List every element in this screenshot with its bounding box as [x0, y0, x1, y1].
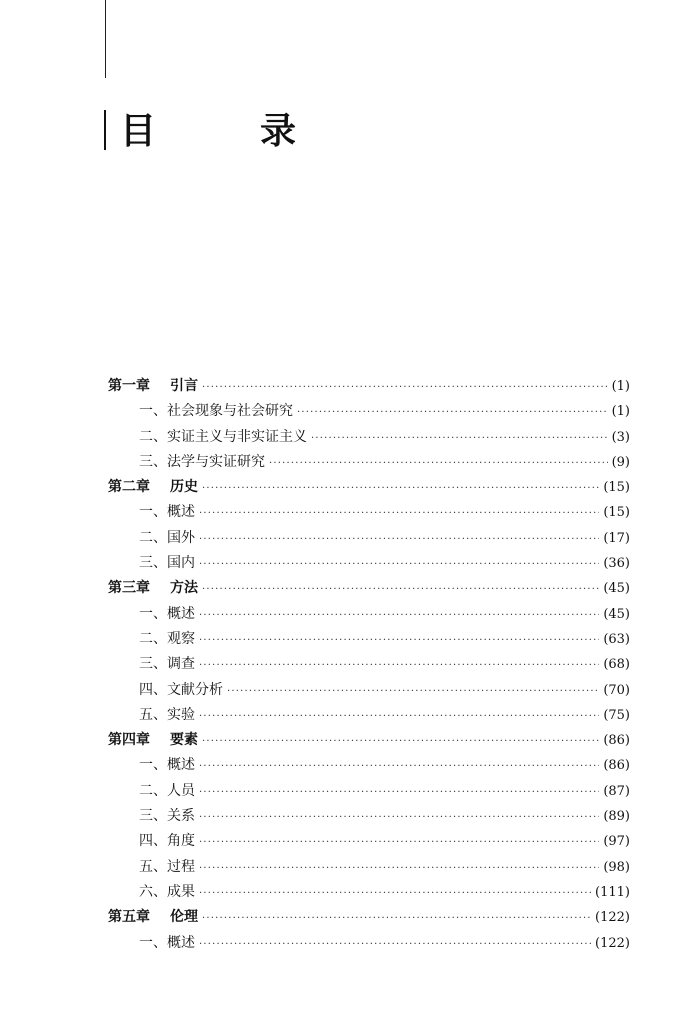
toc-section-row[interactable]	[108, 703, 630, 728]
toc-entry-label	[108, 678, 223, 703]
chapter-number: 第二章	[108, 479, 150, 496]
toc-page-number: (89)	[603, 809, 630, 825]
toc-section-row[interactable]	[108, 551, 630, 576]
toc-section-row[interactable]	[108, 829, 630, 854]
dot-leader	[202, 577, 599, 602]
toc-page-number: (97)	[603, 834, 630, 850]
dot-leader	[199, 805, 599, 830]
dot-leader	[199, 754, 599, 779]
toc-chapter-row[interactable]	[108, 905, 630, 930]
dot-leader	[199, 527, 599, 552]
toc-entry-label	[108, 526, 195, 551]
toc-entry-label	[108, 551, 195, 576]
dot-leader	[199, 501, 599, 526]
page-title: 目 录	[120, 110, 331, 152]
toc-page-number: (87)	[603, 783, 630, 799]
dot-leader	[199, 704, 599, 729]
toc-page-number: (86)	[603, 733, 630, 749]
vertical-rule-title	[104, 110, 106, 150]
toc-chapter-row[interactable]	[108, 576, 630, 601]
toc-entry-title: 五、过程	[139, 858, 195, 875]
toc-page-number: (122)	[595, 910, 630, 926]
dot-leader	[199, 881, 591, 906]
dot-leader	[199, 603, 599, 628]
dot-leader	[199, 628, 599, 653]
toc-page-number: (17)	[603, 530, 630, 546]
toc-entry-title: 一、概述	[139, 605, 195, 622]
dot-leader	[297, 400, 608, 425]
toc-section-row[interactable]	[108, 880, 630, 905]
toc-entry-title: 二、国外	[139, 529, 195, 546]
dot-leader	[227, 679, 599, 704]
toc-entry-title: 伦理	[170, 909, 198, 926]
toc-page-number: (15)	[603, 505, 630, 521]
toc-page-number: (86)	[603, 758, 630, 774]
dot-leader	[202, 476, 599, 501]
dot-leader	[269, 451, 608, 476]
toc-page-number: (45)	[603, 581, 630, 597]
toc-entry-label	[108, 500, 195, 525]
toc-entry-label	[108, 829, 195, 854]
toc-entry-label	[108, 804, 195, 829]
toc-section-row[interactable]	[108, 450, 630, 475]
toc-section-row[interactable]	[108, 399, 630, 424]
dot-leader	[199, 653, 599, 678]
toc-entry-title: 要素	[170, 732, 198, 749]
chapter-number: 第四章	[108, 732, 150, 749]
toc-section-row[interactable]	[108, 602, 630, 627]
dot-leader	[199, 856, 599, 881]
toc-entry-title: 五、实验	[139, 706, 195, 723]
toc-entry-label	[108, 475, 198, 500]
toc-entry-label	[108, 855, 195, 880]
toc-entry-label	[108, 880, 195, 905]
toc-entry-label	[108, 703, 195, 728]
chapter-number: 第一章	[108, 378, 150, 394]
dot-leader	[199, 552, 599, 577]
toc-section-row[interactable]	[108, 753, 630, 778]
toc-entry-title: 三、国内	[139, 555, 195, 572]
toc-entry-label	[108, 425, 307, 450]
toc-entry-title: 三、法学与实证研究	[139, 453, 265, 470]
toc-page-number: (15)	[603, 480, 630, 496]
toc-entry-title: 历史	[170, 479, 198, 496]
toc-entry-title: 引言	[170, 378, 198, 394]
toc-entry-label	[108, 753, 195, 778]
chapter-number: 第五章	[108, 909, 150, 926]
toc-entry-title: 一、概述	[139, 757, 195, 774]
toc-entry-label	[108, 450, 265, 475]
toc-entry-title: 三、关系	[139, 808, 195, 825]
toc-page-number: (63)	[603, 631, 630, 647]
dot-leader	[199, 780, 599, 805]
toc-section-row[interactable]	[108, 931, 630, 956]
toc-entry-title: 一、概述	[139, 934, 195, 951]
toc-entry-label	[108, 576, 198, 601]
toc-section-row[interactable]	[108, 627, 630, 652]
toc-page-number: (45)	[603, 606, 630, 622]
dot-leader	[202, 729, 599, 754]
toc-section-row[interactable]	[108, 855, 630, 880]
dot-leader	[199, 932, 591, 957]
toc-entry-title: 三、调查	[139, 656, 195, 673]
toc-entry-label	[108, 374, 198, 399]
toc-entry-title: 二、观察	[139, 630, 195, 647]
dot-leader	[202, 375, 608, 400]
toc-entry-title: 四、角度	[139, 833, 195, 850]
toc-section-row[interactable]	[108, 678, 630, 703]
toc-entry-title: 二、人员	[139, 782, 195, 799]
toc-entry-label	[108, 779, 195, 804]
toc-section-row[interactable]	[108, 500, 630, 525]
toc-section-row[interactable]	[108, 652, 630, 677]
toc-page-number: (68)	[603, 657, 630, 673]
toc-page-number: (70)	[603, 682, 630, 698]
toc-page-number: (1)	[611, 404, 630, 420]
toc-page-number: (36)	[603, 556, 630, 572]
toc-section-row[interactable]	[108, 425, 630, 450]
toc-entry-label	[108, 627, 195, 652]
dot-leader	[199, 830, 599, 855]
toc-page-number: (75)	[603, 707, 630, 723]
table-of-contents	[108, 374, 630, 956]
chapter-number: 第三章	[108, 580, 150, 597]
toc-entry-label	[108, 399, 293, 424]
toc-chapter-row[interactable]	[108, 374, 630, 399]
toc-entry-label	[108, 728, 198, 753]
toc-entry-label	[108, 931, 195, 956]
toc-section-row[interactable]	[108, 526, 630, 551]
dot-leader	[311, 426, 608, 451]
toc-section-row[interactable]	[108, 779, 630, 804]
toc-section-row[interactable]	[108, 804, 630, 829]
toc-page-number: (9)	[611, 454, 630, 470]
toc-page-number: (98)	[603, 859, 630, 875]
toc-entry-label	[108, 602, 195, 627]
toc-entry-title: 六、成果	[139, 883, 195, 900]
toc-page-number: (122)	[595, 935, 630, 951]
toc-chapter-row[interactable]	[108, 475, 630, 500]
toc-chapter-row[interactable]	[108, 728, 630, 753]
toc-page-number: (1)	[611, 379, 630, 394]
toc-entry-title: 四、文献分析	[139, 681, 223, 698]
toc-entry-title: 一、社会现象与社会研究	[139, 403, 293, 420]
toc-entry-title: 方法	[170, 580, 198, 597]
vertical-rule-top	[105, 0, 106, 78]
toc-page-number: (3)	[611, 429, 630, 445]
toc-page-number: (111)	[595, 884, 630, 900]
toc-entry-title: 一、概述	[139, 504, 195, 521]
toc-entry-label	[108, 652, 195, 677]
toc-entry-title: 二、实证主义与非实证主义	[139, 428, 307, 445]
dot-leader	[202, 906, 591, 931]
toc-entry-label	[108, 905, 198, 930]
